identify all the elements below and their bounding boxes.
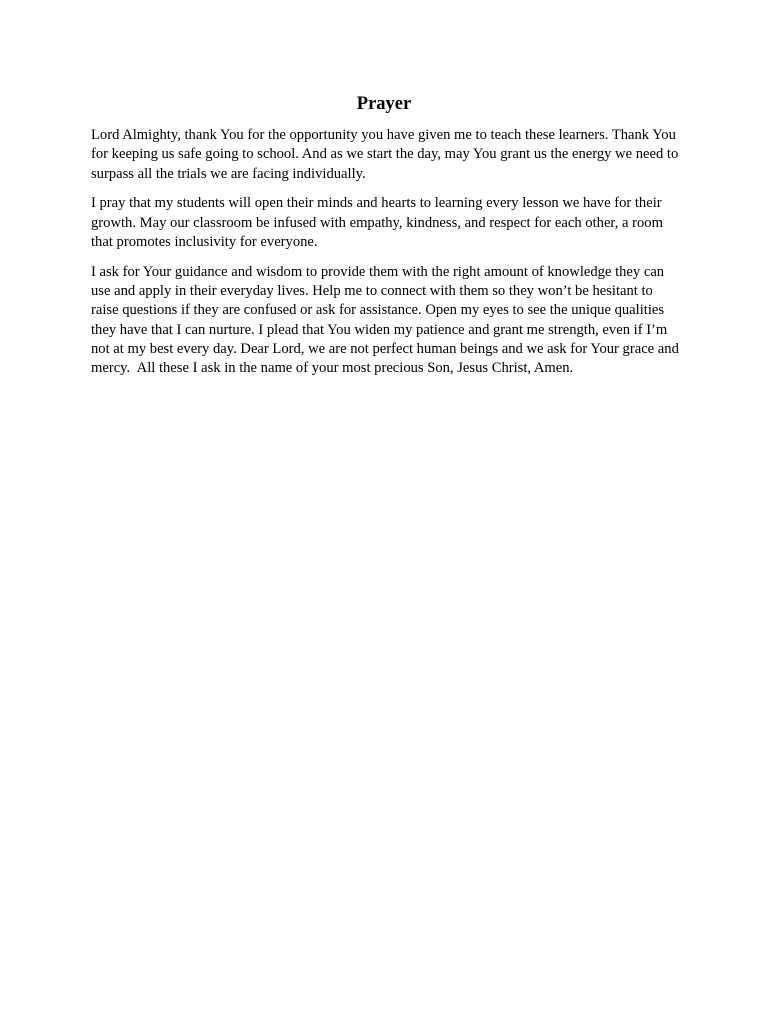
paragraph-3: I ask for Your guidance and wisdom to provide them with the right amount of knowledge they can use and apply in their everyday lives. Help me to connect with them so they won’t be hesitant to raise questions if they are confused or ask for assistance. Open my eyes to see the unique qualities they have that I can nurture. I plead that You widen my patience and grant me strength, even if I’m not at my best every day. Dear Lord, we are not perfect human beings and we ask for Your grace and mercy. All these I ask in the name of your most precious Son, Jesus Christ, Amen.	[91, 263, 683, 377]
paragraph-2: I pray that my students will open their minds and hearts to learning every lesson we have for their growth. May our classroom be infused with empathy, kindness, and respect for each other, a room that promotes inclusivity for everyone.	[91, 195, 667, 250]
document-title: Prayer	[356, 94, 412, 114]
paragraph-1: Lord Almighty, thank You for the opportunity you have given me to teach these learners. Thank You for keeping us safe going to school. And as we start the day, may You grant us the energy we need to surpass all the trials we are facing individually.	[91, 127, 682, 182]
document-body	[91, 126, 681, 389]
